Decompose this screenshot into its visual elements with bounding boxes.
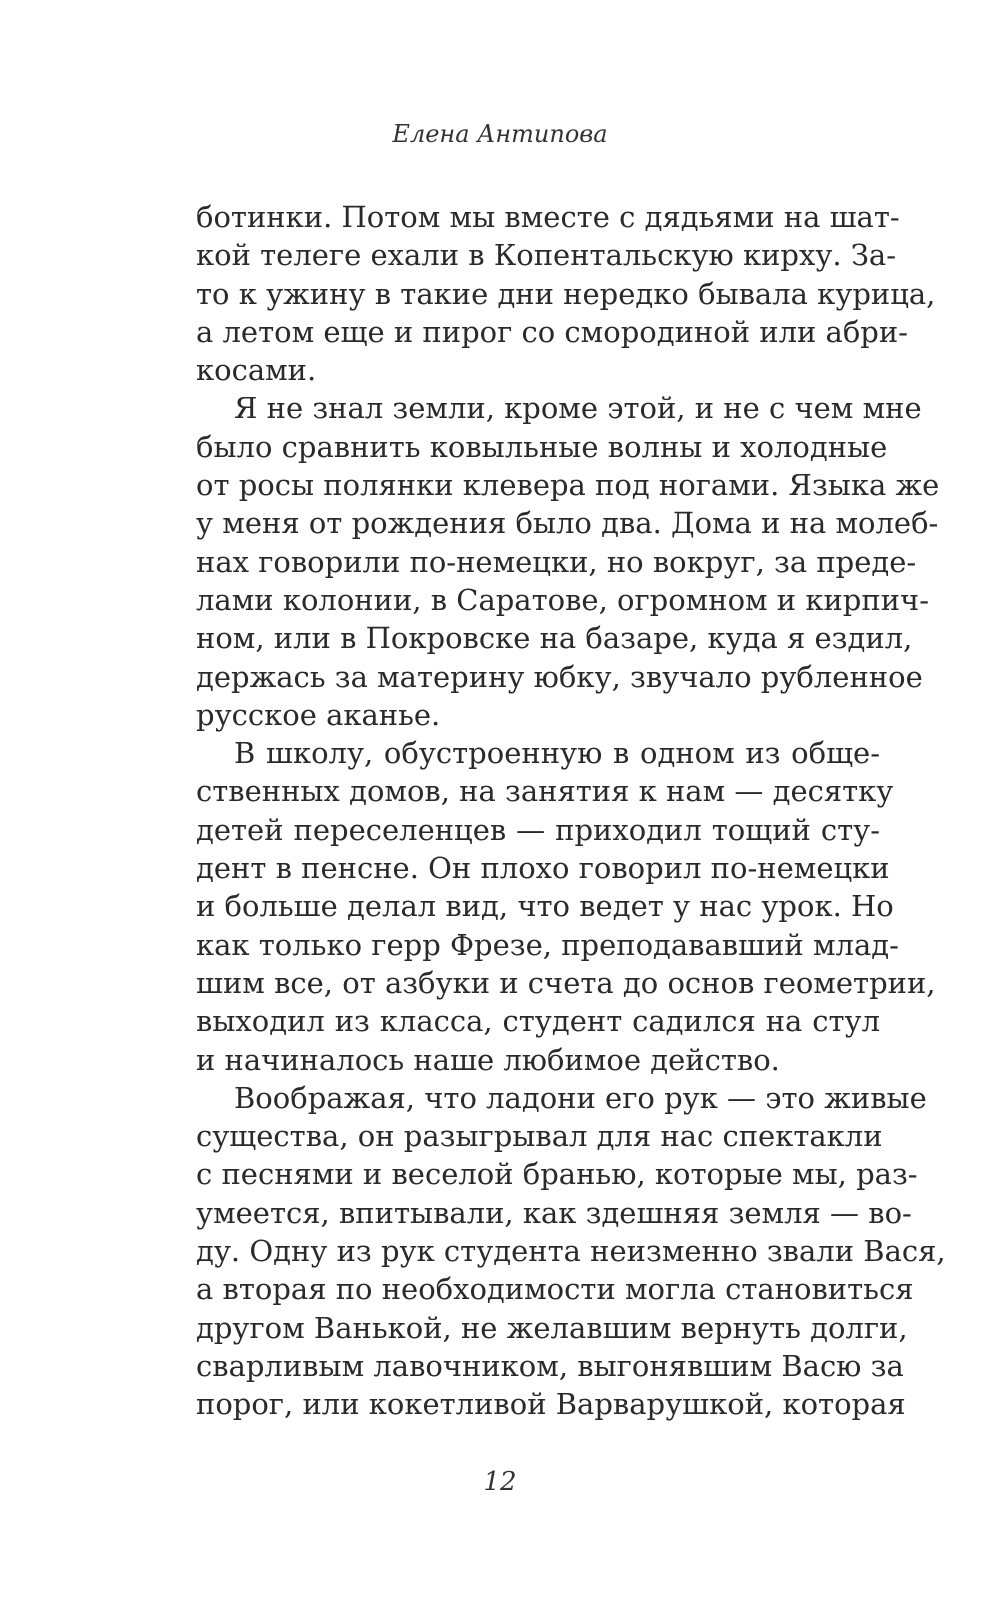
text-line: шим все, от азбуки и счета до основ геометрии, xyxy=(196,965,936,1000)
text-line: сварливым лавочником, выгонявшим Васю за xyxy=(196,1348,904,1383)
text-line: и начиналось наше любимое действо. xyxy=(196,1042,780,1077)
text-line: русское аканье. xyxy=(196,697,441,732)
paragraph-3 xyxy=(196,734,936,1079)
text-line: Воображая, что ладони его рук — это живые xyxy=(234,1080,927,1115)
text-line: ном, или в Покровске на базаре, куда я ездил, xyxy=(196,621,913,656)
text-line: у меня от рождения было два. Дома и на молеб- xyxy=(196,506,939,541)
text-line: дент в пенсне. Он плохо говорил по-немецки xyxy=(196,851,890,886)
text-line: детей переселенцев — приходил тощий сту- xyxy=(196,812,880,847)
text-line: существа, он разыгрывал для нас спектакли xyxy=(196,1119,883,1154)
text-line: лами колонии, в Саратове, огромном и кирпич- xyxy=(196,582,930,617)
text-line: другом Ванькой, не желавшим вернуть долги, xyxy=(196,1310,908,1345)
paragraph-1 xyxy=(196,198,936,389)
text-line: а вторая по необходимости могла становиться xyxy=(196,1272,914,1307)
text-line: то к ужину в такие дни нередко бывала курица, xyxy=(196,276,936,311)
text-line: умеется, впитывали, как здешняя земля — во- xyxy=(196,1195,912,1230)
running-head-author: Елена Антипова xyxy=(392,120,608,148)
text-line: нах говорили по-немецки, но вокруг, за преде- xyxy=(196,544,917,579)
body-text xyxy=(196,198,946,1424)
text-line: с песнями и веселой бранью, которые мы, раз- xyxy=(196,1157,918,1192)
text-line: как только герр Фрезе, преподававший млад- xyxy=(196,927,899,962)
page-number: 12 xyxy=(483,1467,517,1497)
text-line: держась за материну юбку, звучало рубленное xyxy=(196,659,923,694)
text-line: косами. xyxy=(196,353,317,388)
text-line: ственных домов, на занятия к нам — десятку xyxy=(196,774,894,809)
text-line: кой телеге ехали в Копентальскую кирху. За- xyxy=(196,238,897,273)
text-line: Я не знал земли, кроме этой, и не с чем мне xyxy=(234,391,922,426)
text-line: и больше делал вид, что ведет у нас урок. Но xyxy=(196,889,894,924)
text-line: выходил из класса, студент садился на стул xyxy=(196,1004,880,1039)
paragraph-2 xyxy=(196,389,940,734)
text-line: порог, или кокетливой Варварушкой, которая xyxy=(196,1387,906,1422)
text-line: было сравнить ковыльные волны и холодные xyxy=(196,429,888,464)
text-line: В школу, обустроенную в одном из обще- xyxy=(234,736,880,771)
text-line: ботинки. Потом мы вместе с дядьями на шат- xyxy=(196,200,900,234)
text-line: ду. Одну из рук студента неизменно звали Вася, xyxy=(196,1234,946,1269)
text-line: а летом еще и пирог со смородиной или абри- xyxy=(196,314,908,349)
paragraph-4 xyxy=(196,1079,946,1424)
text-line: от росы полянки клевера под ногами. Языка же xyxy=(196,468,940,503)
